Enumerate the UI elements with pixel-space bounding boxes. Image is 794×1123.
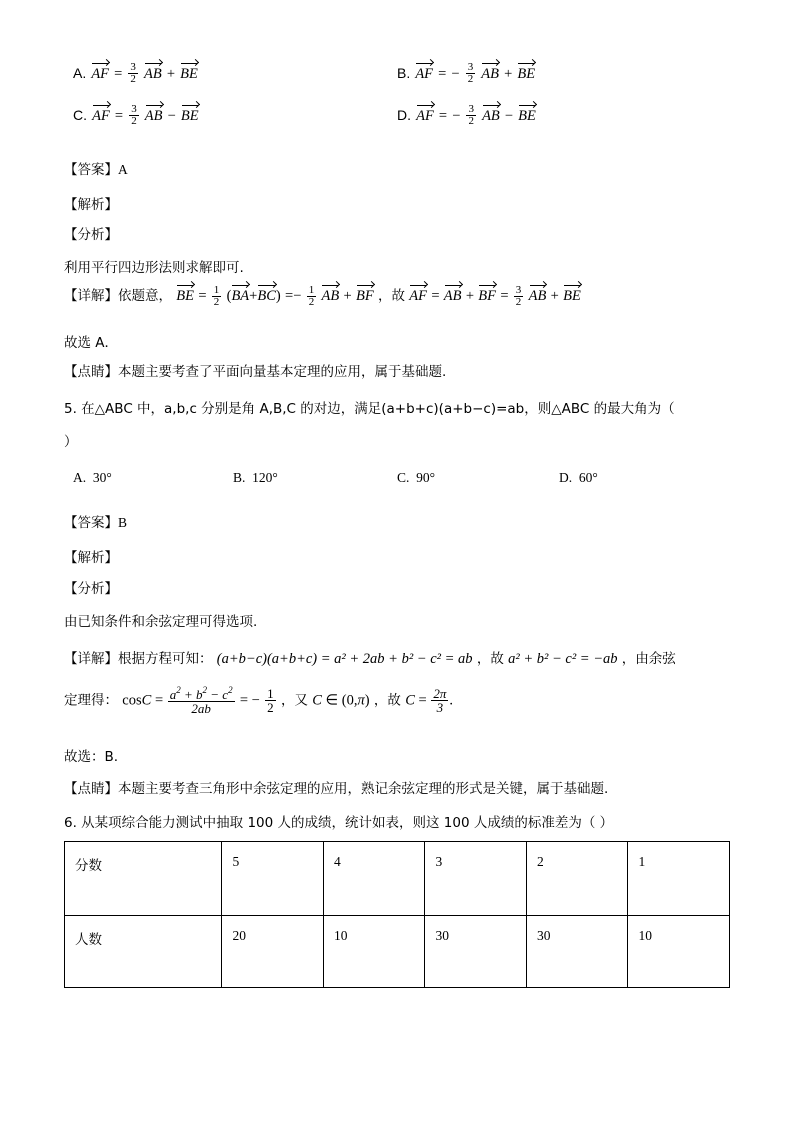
table-cell: 5 (222, 842, 324, 916)
fraction: $\frac{1}{2}$ (213, 283, 220, 308)
q6-stem: 6. 从某项综合能力测试中抽取 100 人的成绩，统计如表，则这 100 人成绩的标准差为（ ） (64, 815, 614, 831)
angle-fraction: $\frac{2\pi}{3}$ (433, 686, 447, 715)
q4-fenxi-label: 【分析】 (64, 227, 118, 243)
cosine-fraction: $\frac{a^2 + b^2 - c^2}{2ab}$ (169, 685, 233, 716)
q4-conclusion: 故选 A． (64, 335, 119, 351)
table-cell: 2 (526, 842, 628, 916)
q4-comment: 【点睛】本题主要考查了平面向量基本定理的应用，属于基础题. (64, 364, 447, 380)
table-header-cell: 分数 (65, 842, 222, 916)
q5-equation-2: a² + b² − c² = −ab (508, 651, 618, 667)
q5-comment: 【点睛】本题主要考查三角形中余弦定理的应用，熟记余弦定理的形式是关键，属于基础题. (64, 781, 609, 797)
vector-af: AF (91, 66, 110, 82)
table-cell: 1 (628, 842, 730, 916)
fraction: $\frac{1}{2}$ (308, 283, 315, 308)
q5-stem-line1: 5. 在△ABC 中，a,b,c 分别是角 A,B,C 的对边，满足(a+b+c)(a+b−c)=ab，则△ABC 的最大角为（ (64, 401, 675, 417)
q5-option-b: B. 120° (233, 470, 278, 485)
table-cell: 30 (425, 916, 527, 988)
table-cell: 30 (526, 916, 628, 988)
q5-option-c: C. 90° (397, 470, 436, 485)
q4-answer: 【答案】A (64, 162, 128, 178)
table-row (65, 916, 730, 988)
q5-analysis-label: 【解析】 (64, 550, 118, 566)
q4-detail: 【详解】依题意， BE = $\frac{1}{2}$ (BA+BC) =− $\frac{1}{2}$ AB + BF ，故 AF = AB + BF = $\frac{3}{2}$ AB + BE (64, 283, 581, 308)
table-header-cell: 人数 (65, 916, 222, 988)
table-cell: 3 (425, 842, 527, 916)
q4-option-d: D. AF = − $\frac{3}{2}$ AB − BE (397, 103, 536, 127)
fraction: $\frac{3}{2}$ (468, 103, 474, 127)
table-cell: 4 (323, 842, 425, 916)
q4-analysis-label: 【解析】 (64, 197, 118, 213)
q5-option-d: D. 60° (559, 470, 598, 485)
q5-conclusion: 故选：B. (64, 749, 119, 765)
q5-fenxi-label: 【分析】 (64, 581, 118, 597)
table-cell: 10 (323, 916, 425, 988)
q4-option-b: B. AF = − $\frac{3}{2}$ AB + BE (397, 61, 536, 85)
fraction: $\frac{3}{2}$ (130, 61, 136, 85)
fraction: $\frac{3}{2}$ (467, 61, 474, 85)
table-row (65, 842, 730, 916)
q4-fenxi-text: 利用平行四边形法则求解即可. (64, 260, 244, 276)
q4-option-a: A. AF = $\frac{3}{2}$ AB + BE (73, 61, 198, 85)
q4-option-c: C. AF = $\frac{3}{2}$ AB − BE (73, 103, 199, 127)
q5-option-a: A. 30° (73, 470, 112, 485)
table-cell: 10 (628, 916, 730, 988)
q5-detail-line1: 【详解】根据方程可知： (a+b−c)(a+b+c) = a² + 2ab + b² − c² = ab ，故 a² + b² − c² = −ab ，由余弦 (64, 651, 676, 667)
score-table (64, 841, 730, 988)
q5-stem-line2: ） (64, 434, 78, 450)
q5-fenxi-text: 由已知条件和余弦定理可得选项. (64, 614, 258, 630)
table-cell: 20 (222, 916, 324, 988)
fraction: $\frac{1}{2}$ (267, 686, 274, 715)
q5-detail-line2: 定理得： cosC = $\frac{a^2 + b^2 - c^2}{2ab}$ = − $\frac{1}{2}$ ，又 C ∈ (0,π) ，故 C = $\frac{2\pi}{3}$ . (64, 685, 453, 716)
q5-equation-1: (a+b−c)(a+b+c) = a² + 2ab + b² − c² = ab (216, 651, 473, 667)
q5-answer: 【答案】B (64, 515, 128, 531)
fraction: $\frac{3}{2}$ (515, 283, 522, 308)
fraction: $\frac{3}{2}$ (131, 103, 137, 127)
